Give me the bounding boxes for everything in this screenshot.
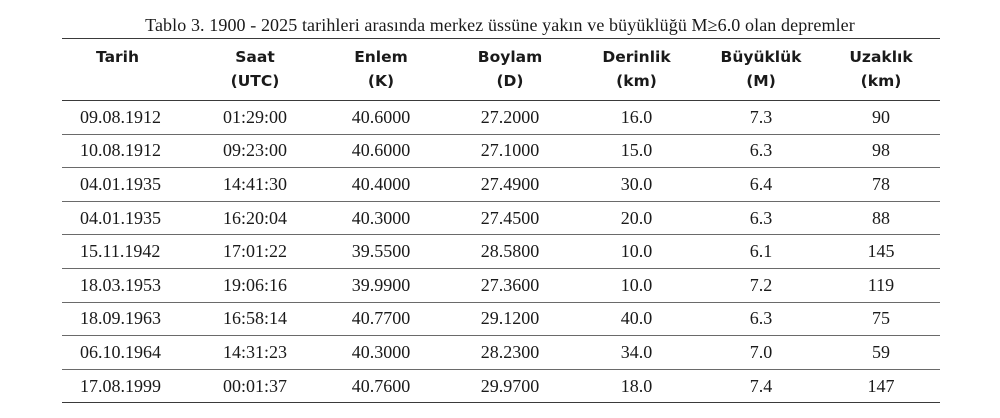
table-row [62,369,940,403]
cell-enlem: 40.3000 [315,201,447,235]
cell-buyukluk: 7.3 [700,101,822,135]
cell-buyukluk: 6.4 [700,168,822,202]
table-row [62,101,940,135]
cell-boylam: 27.2000 [447,101,573,135]
cell-saat: 00:01:37 [195,369,315,403]
cell-tarih: 04.01.1935 [62,201,195,235]
column-header-unit: (M) [746,72,776,90]
column-header-label: Büyüklük [720,48,802,66]
cell-uzaklik: 88 [822,201,940,235]
cell-enlem: 40.3000 [315,336,447,370]
cell-buyukluk: 6.3 [700,134,822,168]
cell-uzaklik: 147 [822,369,940,403]
cell-derinlik: 34.0 [573,336,700,370]
earthquake-table [62,38,940,403]
column-header-unit: (K) [367,72,395,90]
cell-buyukluk: 6.1 [700,235,822,269]
table-body [62,101,940,403]
cell-uzaklik: 119 [822,268,940,302]
column-header-uzaklik [822,39,940,101]
cell-uzaklik: 75 [822,302,940,336]
cell-tarih: 18.09.1963 [62,302,195,336]
table-row [62,168,940,202]
cell-tarih: 17.08.1999 [62,369,195,403]
cell-uzaklik: 90 [822,101,940,135]
cell-tarih: 04.01.1935 [62,168,195,202]
column-header-derinlik [573,39,700,101]
cell-boylam: 27.4500 [447,201,573,235]
cell-boylam: 28.5800 [447,235,573,269]
cell-enlem: 40.7700 [315,302,447,336]
cell-derinlik: 16.0 [573,101,700,135]
cell-enlem: 39.5500 [315,235,447,269]
cell-boylam: 29.1200 [447,302,573,336]
cell-boylam: 29.9700 [447,369,573,403]
table-header [62,39,940,101]
column-header-unit: (UTC) [230,72,280,90]
column-header-buyukluk [700,39,822,101]
cell-tarih: 18.03.1953 [62,268,195,302]
cell-buyukluk: 6.3 [700,302,822,336]
column-header-saat [195,39,315,101]
cell-enlem: 39.9900 [315,268,447,302]
cell-tarih: 15.11.1942 [62,235,195,269]
table-row [62,134,940,168]
cell-saat: 01:29:00 [195,101,315,135]
cell-saat: 16:58:14 [195,302,315,336]
cell-boylam: 27.1000 [447,134,573,168]
table-row [62,336,940,370]
cell-tarih: 06.10.1964 [62,336,195,370]
cell-derinlik: 40.0 [573,302,700,336]
cell-derinlik: 15.0 [573,134,700,168]
cell-enlem: 40.6000 [315,134,447,168]
cell-enlem: 40.4000 [315,168,447,202]
cell-uzaklik: 59 [822,336,940,370]
cell-enlem: 40.6000 [315,101,447,135]
cell-buyukluk: 6.3 [700,201,822,235]
column-header-unit: (D) [496,72,524,90]
cell-saat: 14:41:30 [195,168,315,202]
cell-derinlik: 20.0 [573,201,700,235]
cell-tarih: 10.08.1912 [62,134,195,168]
cell-boylam: 27.3600 [447,268,573,302]
cell-buyukluk: 7.0 [700,336,822,370]
table-caption: Tablo 3. 1900 - 2025 tarihleri arasında merkez üssüne yakın ve büyüklüğü M≥6.0 olan depremler [145,15,855,35]
column-header-label: Enlem [354,48,408,66]
cell-saat: 17:01:22 [195,235,315,269]
column-header-label: Uzaklık [849,48,913,66]
cell-buyukluk: 7.2 [700,268,822,302]
cell-saat: 16:20:04 [195,201,315,235]
column-header-label: Boylam [477,48,543,66]
cell-derinlik: 30.0 [573,168,700,202]
table-row [62,201,940,235]
column-header-unit [96,69,195,93]
cell-tarih: 09.08.1912 [62,101,195,135]
column-header-unit: (km) [616,72,657,90]
table-row [62,302,940,336]
column-header-label: Derinlik [602,48,671,66]
cell-derinlik: 10.0 [573,268,700,302]
cell-saat: 19:06:16 [195,268,315,302]
cell-derinlik: 10.0 [573,235,700,269]
column-header-label: Tarih [96,48,140,66]
cell-uzaklik: 98 [822,134,940,168]
cell-saat: 14:31:23 [195,336,315,370]
column-header-boylam [447,39,573,101]
cell-boylam: 28.2300 [447,336,573,370]
cell-uzaklik: 145 [822,235,940,269]
cell-enlem: 40.7600 [315,369,447,403]
cell-derinlik: 18.0 [573,369,700,403]
cell-saat: 09:23:00 [195,134,315,168]
column-header-enlem [315,39,447,101]
column-header-label: Saat [235,48,275,66]
cell-uzaklik: 78 [822,168,940,202]
cell-boylam: 27.4900 [447,168,573,202]
table-row [62,235,940,269]
cell-buyukluk: 7.4 [700,369,822,403]
column-header-tarih [62,39,195,101]
column-header-unit: (km) [860,72,902,90]
table-row [62,268,940,302]
header-row [62,39,940,101]
